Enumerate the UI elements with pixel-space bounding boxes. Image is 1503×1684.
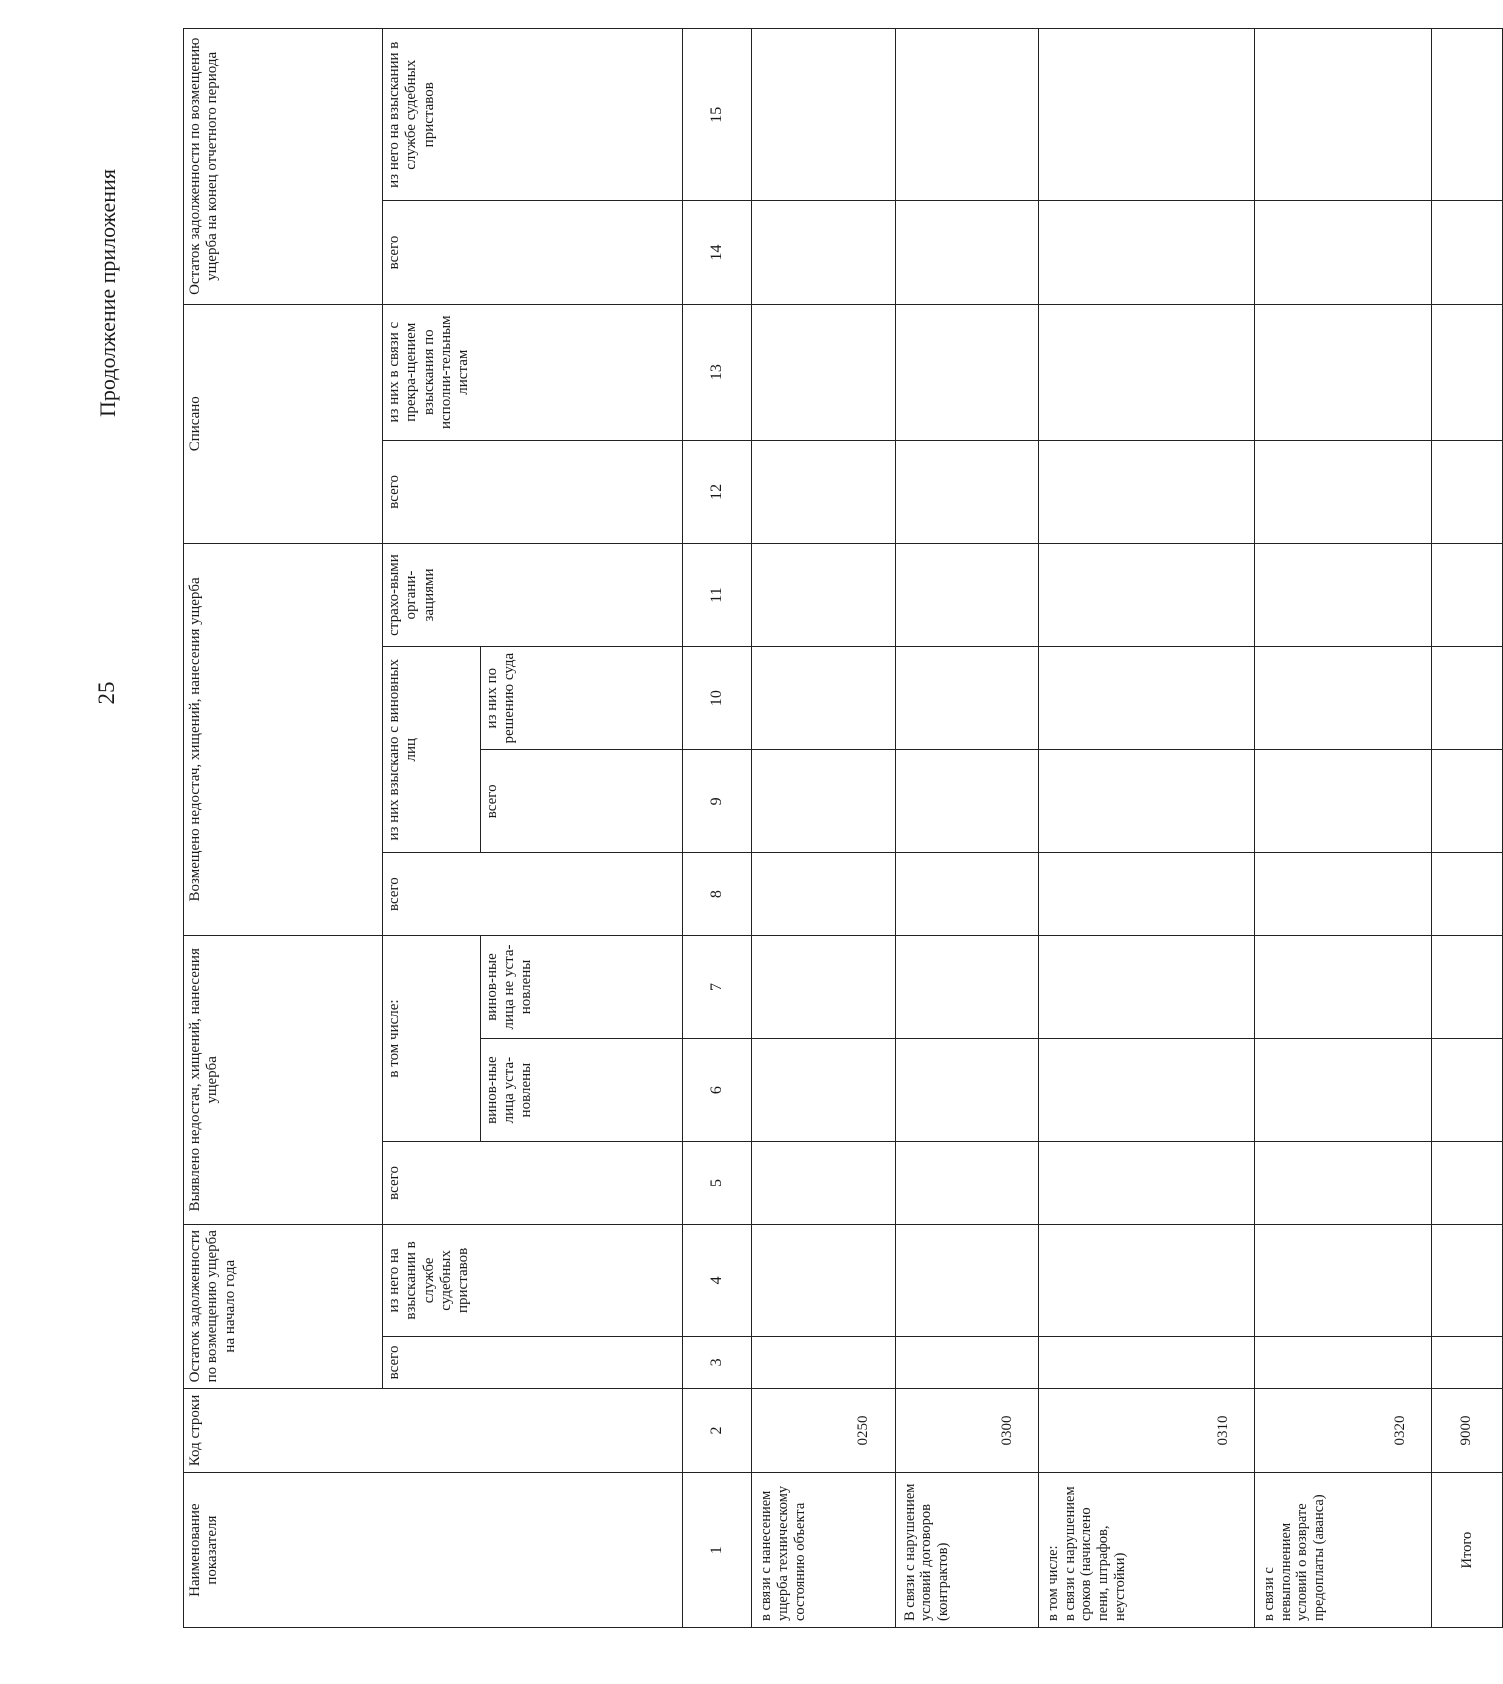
- header-balance-end-bailiffs: из него на взыскании в службе судебных приставов: [383, 29, 683, 201]
- header-revealed-total: всего: [383, 1142, 683, 1225]
- column-number: 10: [683, 647, 752, 750]
- header-by-court: из них по решению суда: [480, 647, 682, 750]
- value-cell[interactable]: [1254, 1224, 1431, 1336]
- header-balance-start-bailiffs: из него на взыскании в службе судебных приставов: [383, 1224, 683, 1336]
- value-cell[interactable]: [1254, 1337, 1431, 1389]
- value-cell[interactable]: [1039, 1142, 1255, 1225]
- header-compensated: Возмещено недостач, хищений, нанесения ущерба: [184, 543, 383, 935]
- column-number: 12: [683, 440, 752, 543]
- header-culprits-unknown: винов-ные лица не уста-новлены: [480, 935, 682, 1038]
- header-including: в том числе:: [383, 935, 481, 1141]
- value-cell[interactable]: [1039, 440, 1255, 543]
- value-cell[interactable]: [895, 647, 1038, 750]
- value-cell[interactable]: [895, 304, 1038, 440]
- header-insurers: страхо-выми органи-зациями: [383, 543, 683, 646]
- row-code: 0250: [752, 1388, 895, 1473]
- value-cell[interactable]: [1432, 29, 1503, 201]
- value-cell[interactable]: [1432, 1224, 1503, 1336]
- column-number: 5: [683, 1142, 752, 1225]
- value-cell[interactable]: [1432, 543, 1503, 646]
- column-number: 4: [683, 1224, 752, 1336]
- value-cell[interactable]: [1254, 1039, 1431, 1142]
- value-cell[interactable]: [1254, 750, 1431, 853]
- value-cell[interactable]: [752, 935, 895, 1038]
- value-cell[interactable]: [895, 750, 1038, 853]
- value-cell[interactable]: [752, 1142, 895, 1225]
- column-number: 3: [683, 1337, 752, 1389]
- value-cell[interactable]: [1254, 853, 1431, 936]
- value-cell[interactable]: [1254, 304, 1431, 440]
- column-number: 13: [683, 304, 752, 440]
- table-row: [1432, 29, 1503, 1628]
- row-code: 0320: [1254, 1388, 1431, 1473]
- value-cell[interactable]: [1432, 750, 1503, 853]
- row-code: 0300: [895, 1388, 1038, 1473]
- value-cell[interactable]: [895, 1337, 1038, 1389]
- value-cell[interactable]: [752, 853, 895, 936]
- value-cell[interactable]: [895, 543, 1038, 646]
- value-cell[interactable]: [752, 543, 895, 646]
- column-number: 2: [683, 1388, 752, 1473]
- column-number: 14: [683, 201, 752, 304]
- value-cell[interactable]: [895, 1142, 1038, 1225]
- value-cell[interactable]: [1432, 440, 1503, 543]
- value-cell[interactable]: [895, 440, 1038, 543]
- header-from-culprits: из них взыскано с виновных лиц: [383, 647, 481, 853]
- value-cell[interactable]: [1432, 1142, 1503, 1225]
- value-cell[interactable]: [895, 29, 1038, 201]
- value-cell[interactable]: [1254, 201, 1431, 304]
- report-table-rotated: [183, 28, 1503, 1628]
- value-cell[interactable]: [1432, 647, 1503, 750]
- value-cell[interactable]: [895, 935, 1038, 1038]
- row-label: Итого: [1432, 1473, 1503, 1628]
- column-number: 6: [683, 1039, 752, 1142]
- value-cell[interactable]: [1254, 647, 1431, 750]
- header-revealed: Выявлено недостач, хищений, нанесения ущерба: [184, 935, 383, 1224]
- header-writeoff-reason: из них в связи с прекра-щением взыскания по исполни-тельным листам: [383, 304, 683, 440]
- value-cell[interactable]: [1039, 1224, 1255, 1336]
- value-cell[interactable]: [1039, 935, 1255, 1038]
- header-balance-end: Остаток задолженности по возмещению ущерба на конец отчетного периода: [184, 29, 383, 305]
- value-cell[interactable]: [1254, 1142, 1431, 1225]
- value-cell[interactable]: [1039, 29, 1255, 201]
- header-written-off-total: всего: [383, 440, 683, 543]
- value-cell[interactable]: [1039, 647, 1255, 750]
- column-number-row: [683, 29, 752, 1628]
- value-cell[interactable]: [1432, 1039, 1503, 1142]
- value-cell[interactable]: [895, 853, 1038, 936]
- row-label: в том числе: в связи с нарушением сроков (начислено пени, штрафов, неустойки): [1039, 1473, 1255, 1628]
- value-cell[interactable]: [752, 29, 895, 201]
- row-code: 9000: [1432, 1388, 1503, 1473]
- column-number: 11: [683, 543, 752, 646]
- value-cell[interactable]: [895, 1039, 1038, 1142]
- value-cell[interactable]: [752, 1224, 895, 1336]
- header-balance-start: Остаток задолженности по возмещению ущерба на начало года: [184, 1224, 383, 1388]
- row-label: в связи с невыполнением условий о возврате предоплаты (аванса): [1254, 1473, 1431, 1628]
- value-cell[interactable]: [1432, 853, 1503, 936]
- value-cell[interactable]: [752, 304, 895, 440]
- table-row: [752, 29, 895, 1628]
- header-balance-start-total: всего: [383, 1337, 683, 1389]
- value-cell[interactable]: [752, 440, 895, 543]
- value-cell[interactable]: [1432, 304, 1503, 440]
- header-written-off: Списано: [184, 304, 383, 543]
- value-cell[interactable]: [752, 1039, 895, 1142]
- value-cell[interactable]: [752, 201, 895, 304]
- header-code: Код строки: [184, 1388, 683, 1473]
- column-number: 8: [683, 853, 752, 936]
- value-cell[interactable]: [1039, 1039, 1255, 1142]
- table-row: [1039, 29, 1255, 1628]
- value-cell[interactable]: [1254, 440, 1431, 543]
- row-code: 0310: [1039, 1388, 1255, 1473]
- table-row: [895, 29, 1038, 1628]
- column-number: 1: [683, 1473, 752, 1628]
- column-number: 7: [683, 935, 752, 1038]
- column-number: 15: [683, 29, 752, 201]
- column-number: 9: [683, 750, 752, 853]
- value-cell[interactable]: [752, 1337, 895, 1389]
- value-cell[interactable]: [1254, 935, 1431, 1038]
- value-cell[interactable]: [1039, 750, 1255, 853]
- value-cell[interactable]: [895, 201, 1038, 304]
- header-from-culprits-total: всего: [480, 750, 682, 853]
- table-row: [1254, 29, 1431, 1628]
- value-cell[interactable]: [752, 750, 895, 853]
- report-table: [183, 28, 1503, 1628]
- value-cell[interactable]: [1432, 935, 1503, 1038]
- value-cell[interactable]: [1039, 853, 1255, 936]
- value-cell[interactable]: [752, 647, 895, 750]
- value-cell[interactable]: [1254, 543, 1431, 646]
- value-cell[interactable]: [1432, 1337, 1503, 1389]
- value-cell[interactable]: [895, 1224, 1038, 1336]
- row-label: в связи с нанесением ущерба техническому состоянию объекта: [752, 1473, 895, 1628]
- value-cell[interactable]: [1039, 543, 1255, 646]
- header-compensated-total: всего: [383, 853, 683, 936]
- header-balance-end-total: всего: [383, 201, 683, 304]
- header-name: Наименование показателя: [184, 1473, 683, 1628]
- value-cell[interactable]: [1039, 201, 1255, 304]
- value-cell[interactable]: [1039, 304, 1255, 440]
- value-cell[interactable]: [1432, 201, 1503, 304]
- header-culprits-known: винов-ные лица уста-новлены: [480, 1039, 682, 1142]
- row-label: В связи с нарушением условий договоров (контрактов): [895, 1473, 1038, 1628]
- value-cell[interactable]: [1039, 1337, 1255, 1389]
- value-cell[interactable]: [1254, 29, 1431, 201]
